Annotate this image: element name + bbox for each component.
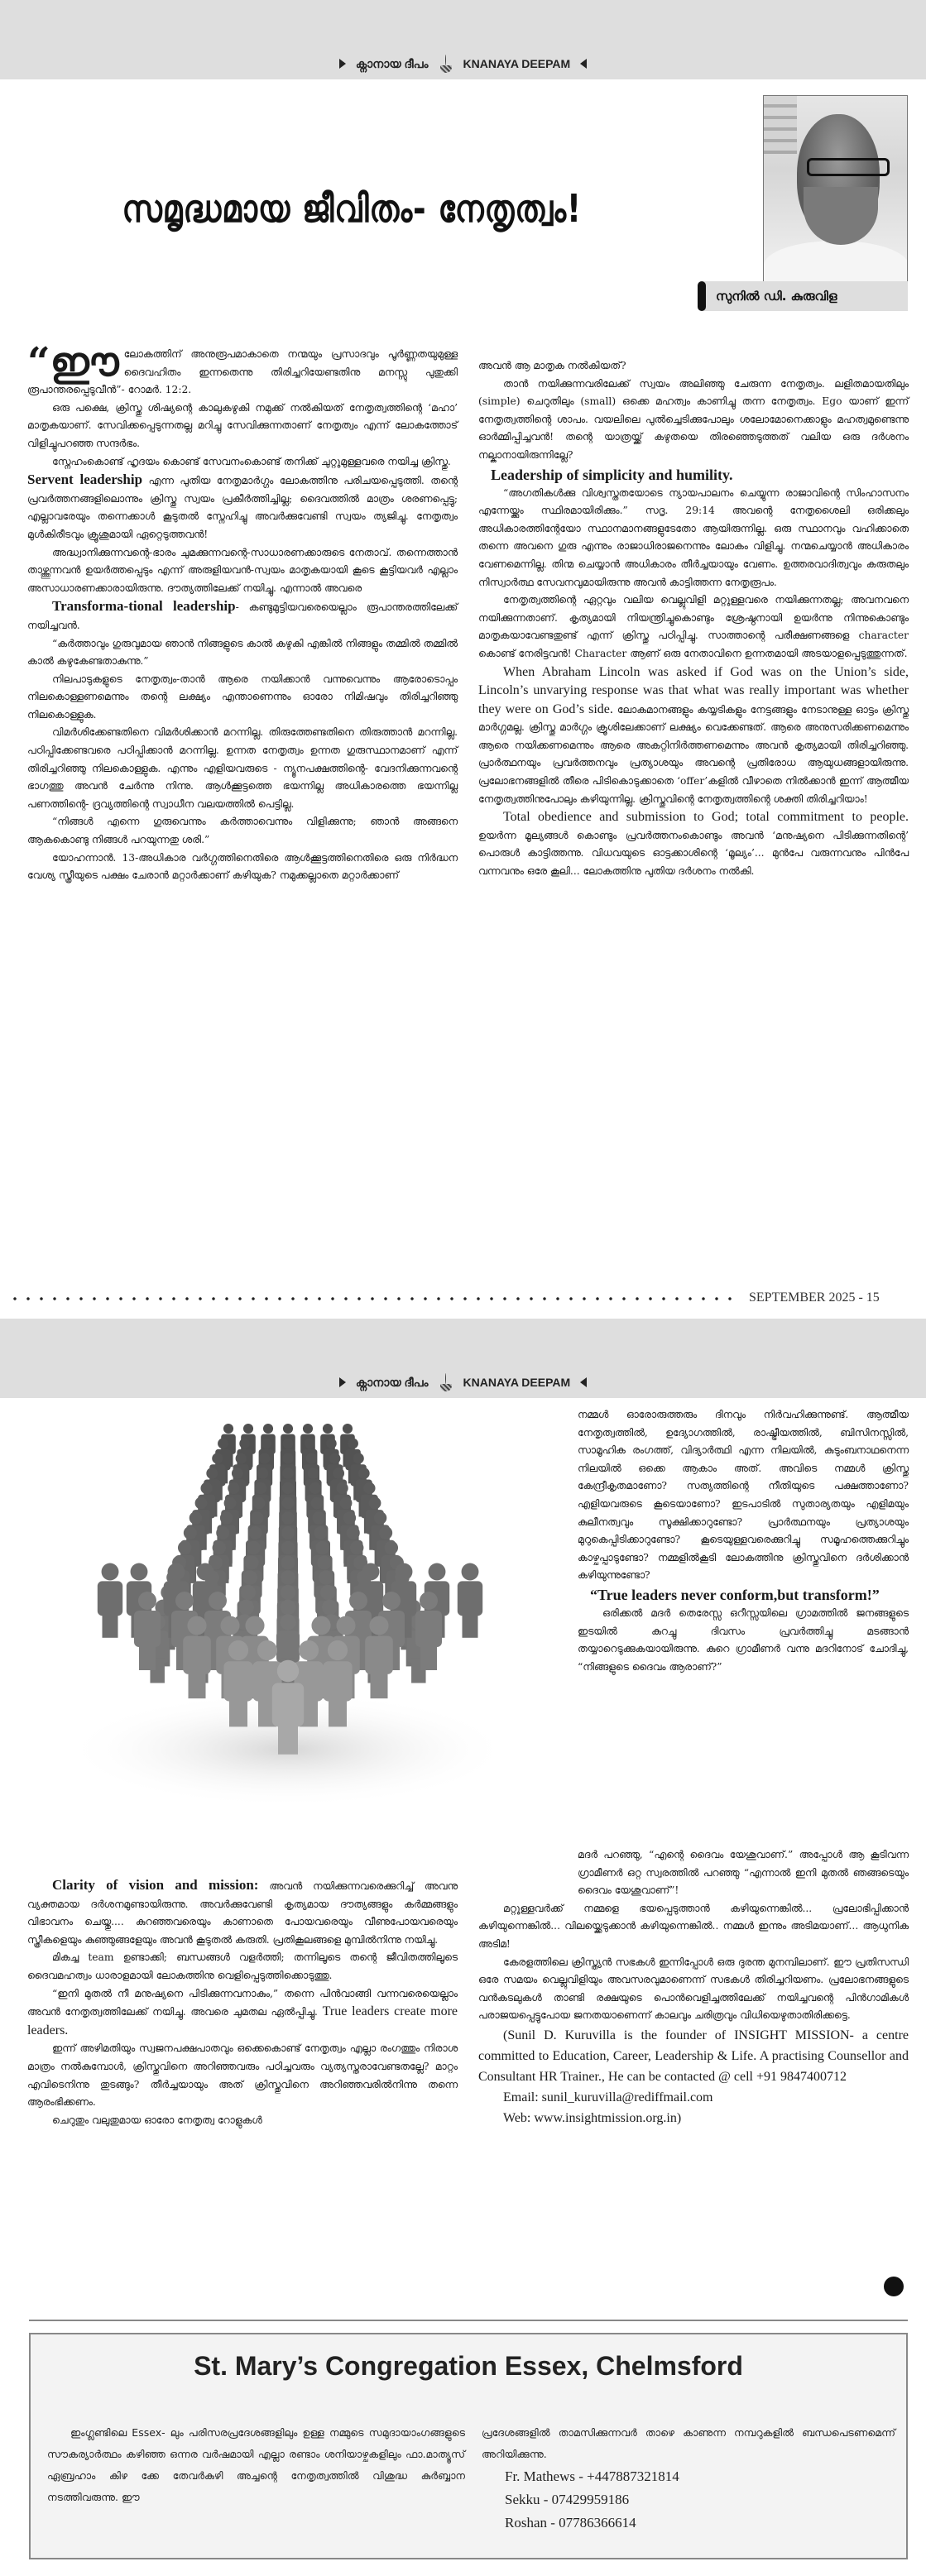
page-folio: SEPTEMBER 2025 - 15 [749, 1290, 880, 1305]
paragraph: മറ്റുള്ളവർക്ക് നമ്മളെ ഭയപ്പെടുത്താൻ കഴിയുന്നെങ്കിൽ... പ്രലോഭിപ്പിക്കാൻ കഴിയുന്നെങ്കിൽ... വിലയ്ക്കെടുക്കാൻ കഴിയുന്നെങ്കിൽ.. നമ്മൾ ഇന്നും അടിമയാണ്... ആധുനിക അടിമ! [478, 1902, 909, 1950]
triangle-right-icon [339, 59, 346, 69]
section-heading: “True leaders never conform,but transform!” [590, 1586, 880, 1603]
masthead-malayalam: ക്നാനായ ദീപം [355, 56, 429, 70]
masthead-malayalam: ക്നാനായ ദീപം [355, 1375, 429, 1389]
masthead-page-15 [0, 0, 926, 79]
page2-right-column-bottom [478, 1846, 909, 2128]
person-figure [98, 1563, 122, 1638]
inline-heading: Servent leadership [27, 472, 143, 488]
author-name: സുനിൽ ഡി. കുരുവിള [716, 289, 837, 304]
paragraph: നമ്മൾ ഓരോരുത്തരും ദിനവും നിർവഹിക്കുന്നുണ്ട്. ആത്മീയ നേതൃത്വത്തിൽ, ഉദ്യോഗത്തിൽ, രാഷ്ട്രീയത്തിൽ, ബിസിനസ്സിൽ, സാമൂഹിക രംഗത്ത്, വിദ്യാർത്ഥി എന്ന നിലയിൽ, കുടുംബനാഥനെന്ന നിലയിൽ ഒക്കെ ആകാം അത്. അവിടെ നമ്മൾ ക്രിസ്തു കേന്ദ്രീകൃതമാണോ? സത്യത്തിന്റെ നീതിയുടെ പക്ഷത്താണോ? എളിയവരുടെ കൂടെയാണോ? ഇടപാടിൽ സുതാര്യതയും എളിമയും കുലീനത്വവും സൂക്ഷിക്കാറുണ്ടോ? പ്രാർത്ഥനയും പ്രത്യാശയും മുറുകെപ്പിടിക്കാറുണ്ടോ? കൂടെയുള്ളവരെക്കുറിച്ചു സമൂഹത്തെക്കുറിച്ചും കാഴ്ചപ്പാടുണ്ടോ? നമ്മളിൽകൂടി ലോകത്തിനു ക്രിസ്തുവിനെ ദർശിക്കാൻ കഴിയുന്നുണ്ടോ? [578, 1409, 909, 1582]
inline-heading: Transforma-tional leadership [52, 598, 236, 615]
end-mark-dot [884, 2277, 904, 2296]
paragraph: വിമർശിക്കേണ്ടതിനെ വിമർശിക്കാൻ മറന്നില്ല. തിരുത്തേണ്ടതിനെ തിരുത്താൻ മറന്നില്ല. പഠിപ്പിക്കേണ്ടവരെ പഠിപ്പിക്കാൻ മറന്നില്ല. ഉന്നത നേതൃത്വം ഉന്നത ഗുരുസ്ഥാനമാണ് എന്ന് തിരിച്ചറിഞ്ഞു നിലകൊള്ളുക. എന്നും എളിയവരുടെ - ന്യൂനപക്ഷത്തിന്റെ- വേദനിക്കുന്നവന്റെ ഭാഗത്തു അവൻ ചേർന്നു നിന്നു. ആൾക്കൂട്ടത്തെ ഭയന്നില്ല അധികാരത്തെ ഭയന്നില്ല പണത്തിന്റെ- ദ്രവ്യത്തിന്റെ സ്വാധീന വലയത്തിൽ പെട്ടില്ല. [27, 726, 458, 810]
contact-list [482, 2465, 895, 2535]
section-heading: Leadership of simplicity and humility. [491, 466, 733, 483]
paragraph: When Abraham Lincoln was asked if God was on the Union’s side, Lincoln’s unvarying response was that what was really important was whether they were on God’s side. ലോകമാനങ്ങളും കയ്യടികളും നേട്ടങ്ങളും നേടാനുള്ള ഓട്ടം ക്രിസ്തു മാർഗ്ഗമല്ല. ക്രിസ്തു മാർഗ്ഗം ക്രൂശിലേക്കാണ് ലക്ഷ്യം വെക്കേണ്ടത്. ആരെ അനുസരിക്കണമെന്നും ആരെ നയിക്കണമെന്നും ആരെ അകറ്റിനിർത്തണമെന്നും അവൻ കൃത്യമായി തിരിച്ചറിഞ്ഞു. പ്രാർത്ഥനയും പ്രവർത്തനവും പ്രത്യാശയും അവന്റെ പ്രതിരോധ ആയുധങ്ങളായിരുന്നു. പ്രലോഭനങ്ങളിൽ തീരെ പിടികൊടുക്കാതെ ‘offer’കളിൽ വീഴാതെ നിൽക്കാൻ ഇന്ന് ആത്മീയ നേതൃത്വത്തിനുപോലും കഴിയുന്നില്ല. ക്രിസ്തുവിന്റെ നേതൃത്വത്തിന്റെ ശക്തി തിരിച്ചറിയാം! [478, 664, 909, 805]
congregation-notice [29, 2333, 908, 2559]
notice-text: ഇംഗ്ലണ്ടിലെ Essex- ലും പരിസരപ്രദേശങ്ങളിലും ഉള്ള നമ്മുടെ സമുദായാംഗങ്ങളുടെ സൗകര്യാർത്ഥം കഴിഞ്ഞ ഒന്നര വർഷമായി എല്ലാ രണ്ടാം ശനിയാഴ്ചകളിലും ഫാ.മാത്യൂസ് ഏബ്രഹാം കിഴ ക്കേ തേവർകുഴി അച്ചന്റെ നേതൃത്വത്തിൽ വിശുദ്ധ കുർബ്ബാന നടത്തിവരുന്നു. ഈ [47, 2426, 465, 2503]
masthead-english: KNANAYA DEEPAM [463, 1376, 571, 1389]
triangle-right-icon [339, 1377, 346, 1387]
crowd-arrow-illustration [40, 1402, 536, 1849]
paragraph: യോഹന്നാൻ. 13-അധികാര വർഗ്ഗത്തിനെതിരെ ആൾക്കൂട്ടത്തിനെതിരെ ഒരു നിർദ്ധന വേശ്യ സ്ത്രീയുടെ പക്ഷം ചേരാൻ മറ്റാർക്കാണ് കഴിയുക? നമുക്കല്ലാതെ മറ്റാർക്കാണ് [27, 851, 458, 882]
paragraph: ഒരു പക്ഷെ, ക്രിസ്തു ശിഷ്യന്റെ കാലുകഴുകി നമുക്ക് നൽകിയത് നേതൃത്വത്തിന്റെ ‘മഹാ’ മാതൃകയാണ്. സേവിക്കപ്പെടുന്നതല്ല മറിച്ചു സേവിക്കുന്നതാണ് നേതൃത്വം എന്ന് ലോകത്തോട് വിളിച്ചുപറഞ്ഞ സന്ദർഭം. [27, 401, 458, 449]
paragraph: ഒരിക്കൽ മദർ തെരേസ്സ ഒറീസ്സയിലെ ഗ്രാമത്തിൽ ജനങ്ങളുടെ ഇടയിൽ കുറച്ചു ദിവസം പ്രവർത്തിച്ചു മടങ്ങാൻ തയ്യാറെടുക്കുകയായിരുന്നു. കുറെ ഗ്രാമീണർ വന്നു മദറിനോട് ചോദിച്ചു, “നിങ്ങളുടെ ദൈവം ആരാണ്?” [578, 1606, 909, 1673]
paragraph: “ഇനി മുതൽ നീ മനുഷ്യനെ പിടിക്കുന്നവനാകും,” തന്നെ പിൻവാങ്ങി വന്നവരെയെല്ലാം അവൻ നേതൃത്വത്തിലേക്ക് നയിച്ചു. അവരെ ചുമതല ഏൽപ്പിച്ചു. True leaders create more leaders. [27, 1987, 458, 2037]
paragraph: ഇന്ന് അഴിമതിയും സ്വജനപക്ഷപാതവും ഒക്കെകൊണ്ട് നേതൃത്വം എല്ലാ രംഗത്തും നിരാശ മാത്രം നൽകുമ്പോൾ, ക്രിസ്തുവിനെ അറിഞ്ഞവരും പഠിച്ചവരും വ്യത്യസ്തരാവേണ്ടതല്ലേ? മാറ്റം എവിടെനിന്നു തുടങ്ങും? തീർച്ചയായും അത് ക്രിസ്തുവിനെ അറിഞ്ഞവരിൽനിന്നു തന്നെ ആരംഭിക്കണം. [27, 2042, 458, 2109]
dropcap: “ഈ [27, 339, 119, 385]
masthead-page-16 [0, 1319, 926, 1398]
page1-right-column [478, 357, 909, 881]
byline-bar [698, 281, 706, 311]
contact-roshan[interactable]: Roshan - 07786366614 [505, 2515, 636, 2531]
page2-left-column [27, 1876, 458, 2129]
paragraph: “കർത്താവും ഗുരുവുമായ ഞാൻ നിങ്ങളുടെ കാൽ കഴുകി എങ്കിൽ നിങ്ങളും തമ്മിൽ തമ്മിൽ കാൽ കഴുകേണ്ടതാകുന്നു.” [27, 637, 458, 668]
paragraph: “നിങ്ങൾ എന്നെ ഗുരുവെന്നും കർത്താവെന്നും വിളിക്കുന്നു; ഞാൻ അങ്ങനെ ആകകൊണ്ടു നിങ്ങൾ പറയുന്നതു ശരി.” [27, 816, 458, 846]
contact-fr-mathews[interactable]: Fr. Mathews - +447887321814 [505, 2468, 679, 2484]
masthead-english: KNANAYA DEEPAM [463, 57, 571, 70]
paragraph: സ്നേഹംകൊണ്ട് ഹൃദയം കൊണ്ട് സേവനംകൊണ്ട് തനിക്ക് ചുറ്റുമുള്ളവരെ നയിച്ച ക്രിസ്തു. [52, 455, 451, 467]
opening-quote: “ഈലോകത്തിന് അനുരൂപമാകാതെ നന്മയും പ്രസാദവും പൂർണ്ണതയുമുള്ള ദൈവഹിതം ഇന്നതെന്നു തിരിച്ചറിയേണ്ടതിനു മനസ്സു പുതുക്കി രൂപാന്തരപ്പെടുവീൻ”- റോമർ. 12:2. [27, 339, 458, 396]
english-text: True leaders create more leaders. [27, 2004, 458, 2037]
triangle-left-icon [580, 1377, 587, 1387]
paragraph: കേരളത്തിലെ ക്രിസ്ത്യൻ സഭകൾ ഇന്നിപ്പോൾ ഒരു ദുരന്ത മുനമ്പിലാണ്. ഈ പ്രതിസന്ധി ഒരേ സമയം വെല്ലുവിളിയും അവസരവുമാണെന്ന് സഭകൾ തിരിച്ചറിയണം. പ്രലോഭനങ്ങളുടെ വൻകടലുകൾ താണ്ടി രക്ഷയുടെ പൊൻവെളിച്ചത്തിലേക്ക് നയിച്ചവന്റെ പിൻഗാമികൾ പരാജയപ്പെട്ടുപോയ ജനതയാണെന്ന് കാലവും ചരിത്രവും വിധിയെഴുതാതിരിക്കട്ടെ. [478, 1956, 909, 2022]
paragraph: Servent leadership എന്ന പുതിയ നേതൃമാർഗ്ഗം ലോകത്തിനു പരിചയപ്പെടുത്തി. തന്റെ പ്രവർത്തനങ്ങളിലൊന്നും ക്രിസ്തു സ്വയം പ്രകീർത്തിച്ചില്ല; ദൈവത്തിൽ മാത്രം ശരണപ്പെട്ടു; എല്ലാവരേയും തന്നെക്കാൾ കൂടുതൽ സ്നേഹിച്ചു അവർക്കുവേണ്ടി സ്വയം ത്യജിച്ചു. നേതൃത്വം മുൾകിരീടവും ക്രൂശുമായി ഏറ്റെടുത്തവൻ! [27, 472, 458, 540]
author-byline [698, 281, 908, 311]
english-text: Total obedience and submission to God; total commitment to people. [503, 810, 909, 825]
notice-right-column [482, 2422, 895, 2535]
paragraph: “അഗതികൾക്കു വിശ്വസ്തതയോടെ ന്യായപാലനം ചെയ്യുന്ന രാജാവിന്റെ സിംഹാസനം എന്നേയ്ക്കും സ്ഥിരമായിരിക്കും.” സദൃ. 29:14 അവന്റെ നേതൃശൈലി ഒരിക്കലും അധികാരത്തിന്റേയോ സ്ഥാനമാനങ്ങളുടേതോ ആയിരുന്നില്ല. ഒരു സ്ഥാനവും വഹിക്കാതെ തന്നെ അവനെ ഗുരു എന്നും രാജാധിരാജനെന്നും ലോകം വിളിച്ചു. നന്മചെയ്യാൻ അധികാരം വേണമെന്നില്ല. തിന്മ ചെയ്യാൻ അധികാരം തീർച്ചയായും വേണം. ഉത്തരവാദിത്വവും കരുതലും നിസ്വാർത്ഥ സേവനവുമായിരുന്നു അവൻ കാട്ടിത്തന്ന നേതൃരൂപം. [478, 486, 909, 588]
oil-lamp-icon [439, 55, 453, 73]
page1-left-column [27, 339, 458, 885]
horizontal-rule [29, 2320, 908, 2321]
paragraph: ചെറുതും വലുതുമായ ഓരോ നേതൃത്വ റോളുകൾ [52, 2114, 262, 2126]
paragraph: Clarity of vision and mission: അവൻ നയിക്കുന്നവരെക്കുറിച്ച് അവനു വ്യക്തമായ ദർശനമുണ്ടായിരുന്നു. അവർക്കുവേണ്ടി കൃത്യമായ ദൗത്യങ്ങളും കർമ്മങ്ങളും വിഭാവനം ചെയ്തു.... കുറഞ്ഞവരെയും കാണാതെ പോയവരെയും വീണുപോയവരെയും സ്ത്രീകളെയും കുഞ്ഞുങ്ങളേയും അവൻ കൂടുതൽ കരുതി. പ്രതികൂലങ്ങളെ മുമ്പിൽനിന്നു നയിച്ചു. [27, 1877, 458, 1946]
english-text: When Abraham Lincoln was asked if God was on the Union’s side, Lincoln’s unvarying response was that what was really important was whether they were on God’s side. [478, 664, 909, 716]
inline-heading: Clarity of vision and mission: [52, 1877, 259, 1893]
dotted-rule [8, 1297, 736, 1300]
paragraph: നിലപാടുകളുടെ നേതൃത്വം-താൻ ആരെ നയിക്കാൻ വന്നുവെന്നും ആരോടൊപ്പം നിലകൊള്ളണമെന്നും തന്റെ ലക്ഷ്യം എന്താണെന്നും ഓരോ നിമിഷവും തിരിച്ചറിഞ്ഞു നിലകൊള്ളുക. [27, 673, 458, 721]
paragraph: Transforma-tional leadership- കണ്ടുമുട്ടിയവരെയെല്ലാം രൂപാന്തരത്തിലേക്ക് നയിച്ചവൻ. [27, 598, 458, 631]
author-website[interactable]: Web: www.insightmission.org.in) [503, 2110, 682, 2125]
notice-left-column [47, 2422, 465, 2508]
contact-sekku[interactable]: Sekku - 07429959186 [505, 2492, 630, 2507]
paragraph: നേതൃത്വത്തിന്റെ ഏറ്റവും വലിയ വെല്ലുവിളി മറ്റുള്ളവരെ നയിക്കുന്നതല്ല; അവനവനെ നയിക്കുന്നതാണ്. കൃത്യമായി നിയന്ത്രിച്ചുകൊണ്ടും ശ്രേഷ്ഠനായി ഉയർന്നു നിന്നുകൊണ്ടും മാതൃകയാവേണ്ടതുണ്ട് എന്ന് ക്രിസ്തു പഠിപ്പിച്ചു. സാത്താന്റെ പരീക്ഷണങ്ങളെ character കൊണ്ട് നേരിട്ടവൻ! Character ആണ് ഒരു നേതാവിനെ ഉന്നതമായി അടയാളപ്പെടുത്തുന്നത്. [478, 594, 909, 659]
notice-title: St. Mary’s Congregation Essex, Chelmsford [194, 2351, 743, 2381]
triangle-left-icon [580, 59, 587, 69]
paragraph: അവൻ ആ മാതൃക നൽകിയത്? [478, 360, 626, 371]
author-photo [763, 95, 908, 282]
notice-text: പ്രദേശങ്ങളിൽ താമസിക്കുന്നവർ താഴെ കാണുന്ന നമ്പറുകളിൽ ബന്ധപെടണമെന്ന് അറിയിക്കുന്നു. [482, 2426, 895, 2460]
page2-right-column-top [578, 1406, 909, 1676]
person-figure [458, 1563, 482, 1638]
paragraph: Total obedience and submission to God; total commitment to people. ഉയർന്ന മൂല്യങ്ങൾ കൊണ്ടും പ്രവർത്തനംകൊണ്ടും അവൻ ‘മനുഷ്യനെ പിടിക്കുന്നതിന്റെ’ പൊരുൾ കാട്ടിത്തന്നു. വിധവയുടെ ഓട്ടക്കാശിന്റെ ‘മൂല്യം’... മുൻപേ വരുന്നവനും പിൻപേ വന്നവനും ഒരേ കൂലി... ലോകത്തിനു പുതിയ ദർശനം നൽകി. [478, 810, 909, 878]
oil-lamp-icon [439, 1373, 453, 1391]
author-email[interactable]: Email: sunil_kuruvilla@rediffmail.com [503, 2090, 713, 2104]
paragraph: മികച്ച team ഉണ്ടാക്കി; ബന്ധങ്ങൾ വളർത്തി; തന്നിലൂടെ തന്റെ ജീവിതത്തിലൂടെ ദൈവമഹത്വം ധാരാളമായി ലോകത്തിനു വെളിപ്പെടുത്തിക്കൊടുത്തു. [27, 1951, 458, 1981]
article-title: സമൃദ്ധമായ ജീവിതം- നേതൃത്വം! [122, 186, 582, 231]
paragraph: അദ്ധ്വാനിക്കുന്നവന്റെ-ഭാരം ചുമക്കുന്നവന്റെ-സാധാരണക്കാരുടെ നേതാവ്. തന്നെത്താൻ താഴ്ത്തുന്നവൻ ഉയർത്തപ്പെടും എന്ന് അരുളിയവൻ-സ്വയം മാതൃകയായി കൂടെ കൂട്ടിയവർ എല്ലാം അസാധാരണക്കാരായിരുന്നു. ദൗത്യത്തിലേക്ക് നയിച്ചു. എന്നാൽ അവരെ [27, 546, 458, 594]
paragraph: മദർ പറഞ്ഞു, “എന്റെ ദൈവം യേശുവാണ്.” അപ്പോൾ ആ കൂടിവന്ന ഗ്രാമീണർ ഒറ്റ സ്വരത്തിൽ പറഞ്ഞു “എന്നാൽ ഇനി മുതൽ ഞങ്ങടെയും ദൈവം യേശുവാണ്”! [578, 1849, 909, 1897]
author-bio: (Sunil D. Kuruvilla is the founder of INSIGHT MISSION- a centre committed to Education, Career, Leadership & Life. A practising Counsellor and Consultant HR Trainer., He can be contacted @ cell +91 9847400712 [478, 2028, 909, 2084]
paragraph: താൻ നയിക്കുന്നവരിലേക്ക് സ്വയം അലിഞ്ഞു ചേരുന്ന നേതൃത്വം. ലളിതമായതിലും (simple) ചെറുതിലും (small) ഒക്കെ മഹത്വം കാണിച്ചു തന്ന നേതൃത്വം. Ego യാണ് ഇന്ന് നേതൃത്വത്തിന്റെ ശാപം. വയലിലെ പുൽച്ചെടിക്കുപോലും ശലോമോനെക്കാളും മഹത്വമുണ്ടെന്നു ഓർമ്മിപ്പിച്ചവൻ! തന്റെ യാത്രയ്ക്ക് കഴുതയെ തിരഞ്ഞെടുത്തത് വലിയ ഒരു ദർശനം നല്കാനായിരുന്നില്ലേ? [478, 377, 909, 461]
